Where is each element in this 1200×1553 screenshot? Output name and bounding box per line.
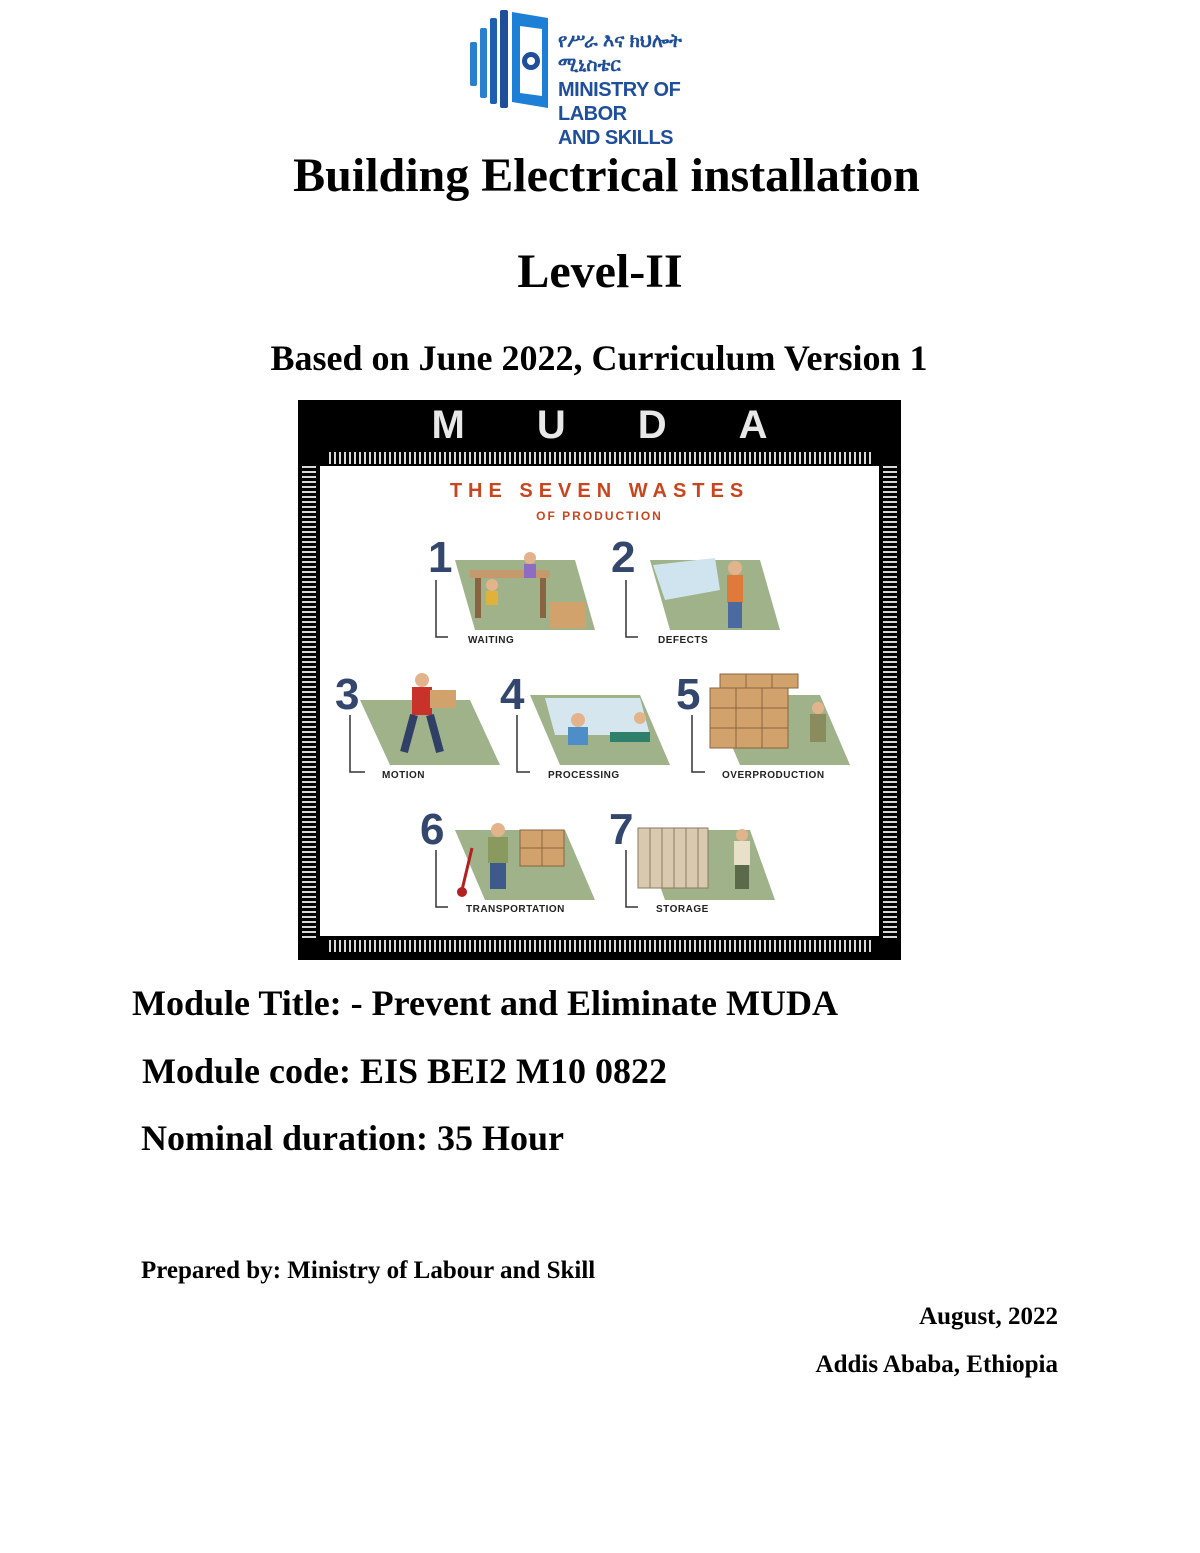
waste-label-storage: STORAGE <box>656 904 709 915</box>
waste-label-motion: MOTION <box>382 770 425 781</box>
waste-number: 2 <box>611 533 636 582</box>
overproduction-illustration <box>710 674 850 765</box>
defects-illustration <box>650 558 780 630</box>
document-title: Building Electrical installation <box>293 149 920 202</box>
publication-date: August, 2022 <box>919 1303 1058 1330</box>
nominal-duration: Nominal duration: 35 Hour <box>141 1118 565 1158</box>
publication-place: Addis Ababa, Ethiopia <box>815 1351 1058 1378</box>
motion-illustration <box>360 673 500 765</box>
prepared-by: Prepared by: Ministry of Labour and Skill <box>141 1257 596 1284</box>
waste-number: 4 <box>500 670 525 719</box>
transportation-illustration <box>455 823 595 900</box>
waste-number: 1 <box>428 533 453 582</box>
waste-number: 3 <box>335 670 360 719</box>
poster-subtitle: OF PRODUCTION <box>536 509 663 523</box>
module-title: Module Title: - Prevent and Eliminate MUDA <box>132 983 838 1023</box>
module-code: Module code: EIS BEI2 M10 0822 <box>142 1051 668 1091</box>
waste-number: 7 <box>609 805 634 854</box>
processing-illustration <box>530 695 670 765</box>
waste-label-defects: DEFECTS <box>658 635 709 646</box>
waiting-illustration <box>455 552 595 630</box>
level-heading: Level-II <box>517 245 683 298</box>
logo-amharic: የሥራ እና ክህሎት ሚኒስቴር <box>558 31 682 76</box>
storage-illustration <box>638 828 775 900</box>
waste-label-transportation: TRANSPORTATION <box>466 904 565 915</box>
curriculum-subtitle: Based on June 2022, Curriculum Version 1 <box>270 338 928 378</box>
seven-wastes-illustrations <box>320 530 879 930</box>
waste-label-overproduction: OVERPRODUCTION <box>722 770 825 781</box>
poster-title: THE SEVEN WASTES <box>449 480 750 502</box>
waste-label-processing: PROCESSING <box>548 770 620 781</box>
logo-text <box>558 30 748 150</box>
waste-number: 5 <box>676 670 701 719</box>
logo-line2: AND SKILLS <box>558 127 673 149</box>
logo-line1: MINISTRY OF LABOR <box>558 79 681 125</box>
waste-label-waiting: WAITING <box>468 635 515 646</box>
waste-number: 6 <box>420 805 445 854</box>
logo-bars-icon <box>470 10 548 108</box>
poster-heading: MUDA <box>431 403 840 447</box>
